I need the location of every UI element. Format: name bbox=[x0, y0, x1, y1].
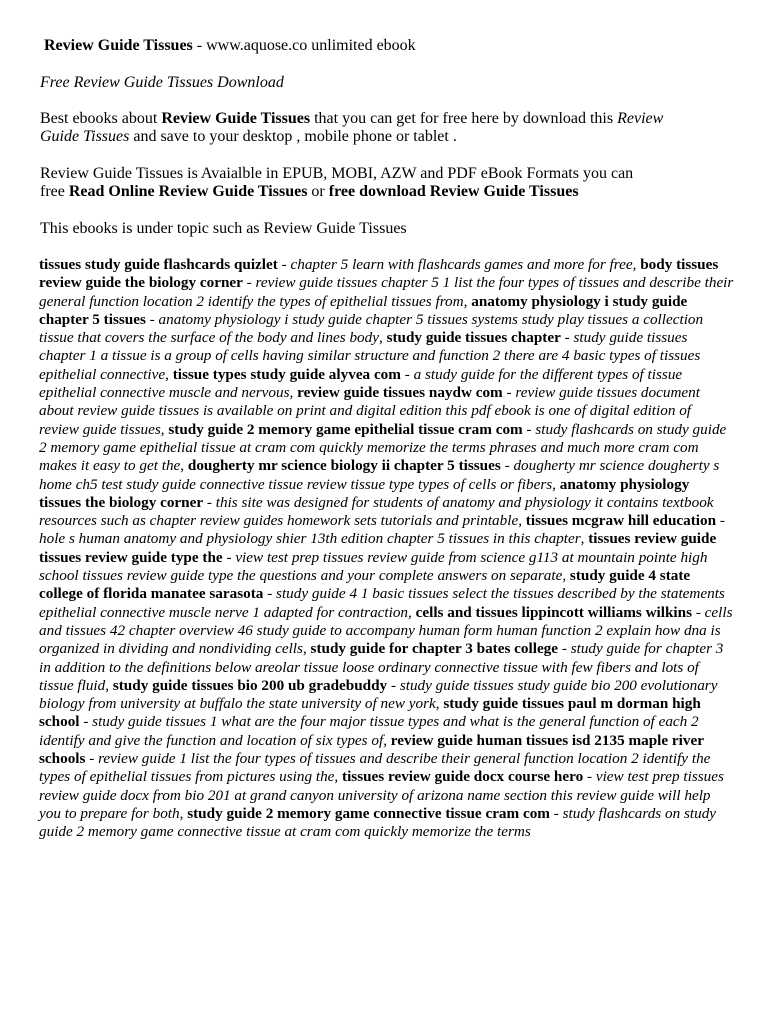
page-title bbox=[44, 37, 416, 55]
entry-description: anatomy physiology i study guide chapter 5 tissues systems study play tissues a collection tissue that covers the surface of the body and lines body bbox=[39, 310, 704, 347]
entry-description: dougherty mr science dougherty s home ch5 test study guide connective tissue review tissue type types of cells or fibers bbox=[39, 457, 720, 493]
entry-title[interactable]: study guide tissues bio 200 ub gradebuddy bbox=[112, 676, 388, 694]
entry-description: chapter 5 learn with flashcards games and more for free bbox=[290, 256, 633, 273]
entry-description: review guide tissues document about review guide tissues is available on print and digital edition this pdf ebook is one of digital edition of review guide tissues bbox=[39, 384, 700, 438]
subtitle: Free Review Guide Tissues Download bbox=[40, 74, 284, 91]
entry-title[interactable]: study guide tissues paul m dorman high school bbox=[39, 695, 701, 731]
entry-description: study flashcards on study guide 2 memory game epithelial tissue at cram com quickly memorize the terms phrases and much more cram com makes it easy to get the bbox=[39, 420, 727, 475]
formats-line-1: Review Guide Tissues is Avaialble in EPUB, MOBI, AZW and PDF eBook Formats you can bbox=[40, 165, 634, 182]
entry-title[interactable]: tissues study guide flashcards quizlet bbox=[39, 256, 278, 273]
intro-line-2: Guide Tissues and save to your desktop , mobile phone or tablet . bbox=[40, 128, 457, 145]
entry-description: study guide tissues study guide bio 200 evolutionary biology from university at buffalo the state university of new york bbox=[39, 676, 718, 713]
entry-title[interactable]: review guide tissues naydw com bbox=[297, 384, 503, 402]
entry-description: study guide tissues chapter 1 a tissue is a group of cells having similar structure and function 2 there are 4 basic types of tissues epithelial connective bbox=[39, 329, 701, 383]
entry-title[interactable]: study guide 2 memory game connective tissue cram com bbox=[187, 804, 550, 822]
entry-title[interactable]: study guide 4 state college of florida manatee sarasota bbox=[39, 567, 691, 603]
entry-description: study guide 4 1 basic tissues select the tissues described by the statements epithelial connective muscle nerve 1 adapted for contraction bbox=[39, 585, 725, 621]
topic-line: This ebooks is under topic such as Review Guide Tissues bbox=[40, 220, 407, 237]
entry-description: study guide for chapter 3 in addition to the definitions below areolar tissue loose ordinary connective tissue with few fibers and lots of tissue fluid bbox=[39, 640, 724, 694]
free-download-link[interactable]: free download Review Guide Tissues bbox=[328, 183, 579, 200]
entry-title[interactable]: anatomy physiology tissues the biology corner bbox=[39, 475, 690, 511]
title-bold: Review Guide Tissues bbox=[44, 37, 193, 54]
entry-title[interactable]: tissues review guide docx course hero bbox=[342, 768, 584, 786]
entry-title[interactable]: tissues review guide tissues review guide type the bbox=[39, 530, 717, 566]
entry-title[interactable]: study guide tissues chapter bbox=[386, 329, 561, 347]
entry-title[interactable]: body tissues review guide the biology corner bbox=[39, 256, 719, 292]
entry-description: review guide 1 list the four types of tissues and describe their general function location 2 identify the types of epithelial tissues from pictures using the bbox=[39, 750, 711, 786]
entries-paragraph: tissues study guide flashcards quizlet - chapter 5 learn with flashcards games and more for free, body tissues review guide the biology corner - review guide tissues chapter 5 1 list the four types of tissues and describe their general function location 2 identify the types of epithelial tissues from, anatomy physiology i study guide chapter 5 tissues - anatomy physiology i study guide chapter 5 tissues systems study play tissues a collection tissue that covers the surface of the body and lines body, study guide tissues chapter - study guide tissues chapter 1 a tissue is a group of cells having similar structure and function 2 there are 4 basic types of tissues epithelial connective, tissue types study guide alyvea com - a study guide for the different types of tissue epithelial connective muscle and nervous, review guide tissues naydw com - review guide tissues document about review guide tissues is available on print and digital edition this pdf ebook is one of digital edition of review guide tissues, study guide 2 memory game epithelial tissue cram com - study flashcards on study guide 2 memory game epithelial tissue at cram com quickly memorize the terms phrases and much more cram com makes it easy to get the, dougherty mr science biology ii chapter 5 tissues - dougherty mr science dougherty s home ch5 test study guide connective tissue review tissue type types of cells or fibers, anatomy physiology tissues the biology corner - this site was designed for students of anatomy and physiology it contains textbook resources such as chapter review guides homework sets tutorials and printable, tissues mcgraw hill education - hole s human anatomy and physiology shier 13th edition chapter 5 tissues in this chapter, tissues review guide tissues review guide type the - view test prep tissues review guide from science g113 at mountain pointe high school tissues review guide type the questions and your complete answers on separate, study guide 4 state college of florida manatee sarasota - study guide 4 1 basic tissues select the tissues described by the statements epithelial connective muscle nerve 1 adapted for contraction, cells and tissues lippincott williams wilkins - cells and tissues 42 chapter overview 46 study guide to accompany human form human function 2 explain how dna is organized in dividing and nondividing cells, study guide for chapter 3 bates college - study guide for chapter 3 in addition to the definitions below areolar tissue loose ordinary connective tissue with few fibers and lots of tissue fluid, study guide tissues bio 200 ub gradebuddy - study guide tissues study guide bio 200 evolutionary biology from university at buffalo the state university of new york, study guide tissues paul m dorman high school - study guide tissues 1 what are the four major tissue types and what is the general function of each 2 identify and give the function and location of six types of, review guide human tissues isd 2135 maple river schools - review guide 1 list the four types of tissues and describe their general function location 2 identify the types of epithelial tissues from pictures using the, tissues review guide docx course hero - view test prep tissues review guide docx from bio 201 at grand canyon university of arizona name section this review guide will help you to prepare for both, study guide 2 memory game connective tissue cram com - study flashcards on study guide 2 memory game connective tissue at cram com quickly memorize the terms bbox=[39, 256, 734, 841]
read-online-link[interactable]: Read Online Review Guide Tissues bbox=[68, 183, 308, 200]
entry-title[interactable]: study guide 2 memory game epithelial tissue cram com bbox=[168, 420, 523, 438]
entry-description: hole s human anatomy and physiology shier 13th edition chapter 5 tissues in this chapter bbox=[39, 530, 581, 548]
formats-line-2: free Read Online Review Guide Tissues or free download Review Guide Tissues bbox=[40, 183, 579, 200]
entry-description: review guide tissues chapter 5 1 list the four types of tissues and describe their general function location 2 identify the types of epithelial tissues from bbox=[39, 274, 734, 310]
entry-title[interactable]: dougherty mr science biology ii chapter 5 tissues bbox=[187, 457, 501, 475]
entry-description: view test prep tissues review guide from science g113 at mountain pointe high school tissues review guide type the questions and your complete answers on separate bbox=[39, 548, 708, 585]
entry-title[interactable]: anatomy physiology i study guide chapter 5 tissues bbox=[39, 292, 688, 328]
entry-title[interactable]: cells and tissues lippincott williams wilkins bbox=[415, 603, 693, 621]
entry-description: a study guide for the different types of tissue epithelial connective muscle and nervous bbox=[39, 365, 683, 402]
entry-title[interactable]: tissues mcgraw hill education bbox=[525, 512, 717, 530]
entry-description: cells and tissues 42 chapter overview 46 study guide to accompany human form human function 2 explain how dna is organized in dividing and nondividing cells bbox=[39, 603, 733, 658]
entry-description: view test prep tissues review guide docx from bio 201 at grand canyon university of arizona name section this review guide will help you to prepare for both bbox=[39, 768, 724, 822]
entry-title[interactable]: review guide human tissues isd 2135 maple river schools bbox=[39, 731, 704, 768]
entries-body bbox=[39, 256, 734, 842]
entry-title[interactable]: tissue types study guide alyvea com bbox=[172, 365, 401, 383]
title-rest: - www.aquose.co unlimited ebook bbox=[192, 37, 416, 54]
entry-title[interactable]: study guide for chapter 3 bates college bbox=[310, 640, 559, 658]
entry-description: this site was designed for students of anatomy and physiology it contains textbook resources such as chapter review guides homework sets tutorials and printable bbox=[39, 493, 714, 530]
entry-description: study guide tissues 1 what are the four major tissue types and what is the general function of each 2 identify and give the function and location of six types of bbox=[39, 713, 699, 749]
entry-description: study flashcards on study guide 2 memory game connective tissue at cram com quickly memorize the terms bbox=[39, 804, 717, 841]
intro-line-1: Best ebooks about Review Guide Tissues that you can get for free here by download this Review bbox=[40, 110, 664, 127]
